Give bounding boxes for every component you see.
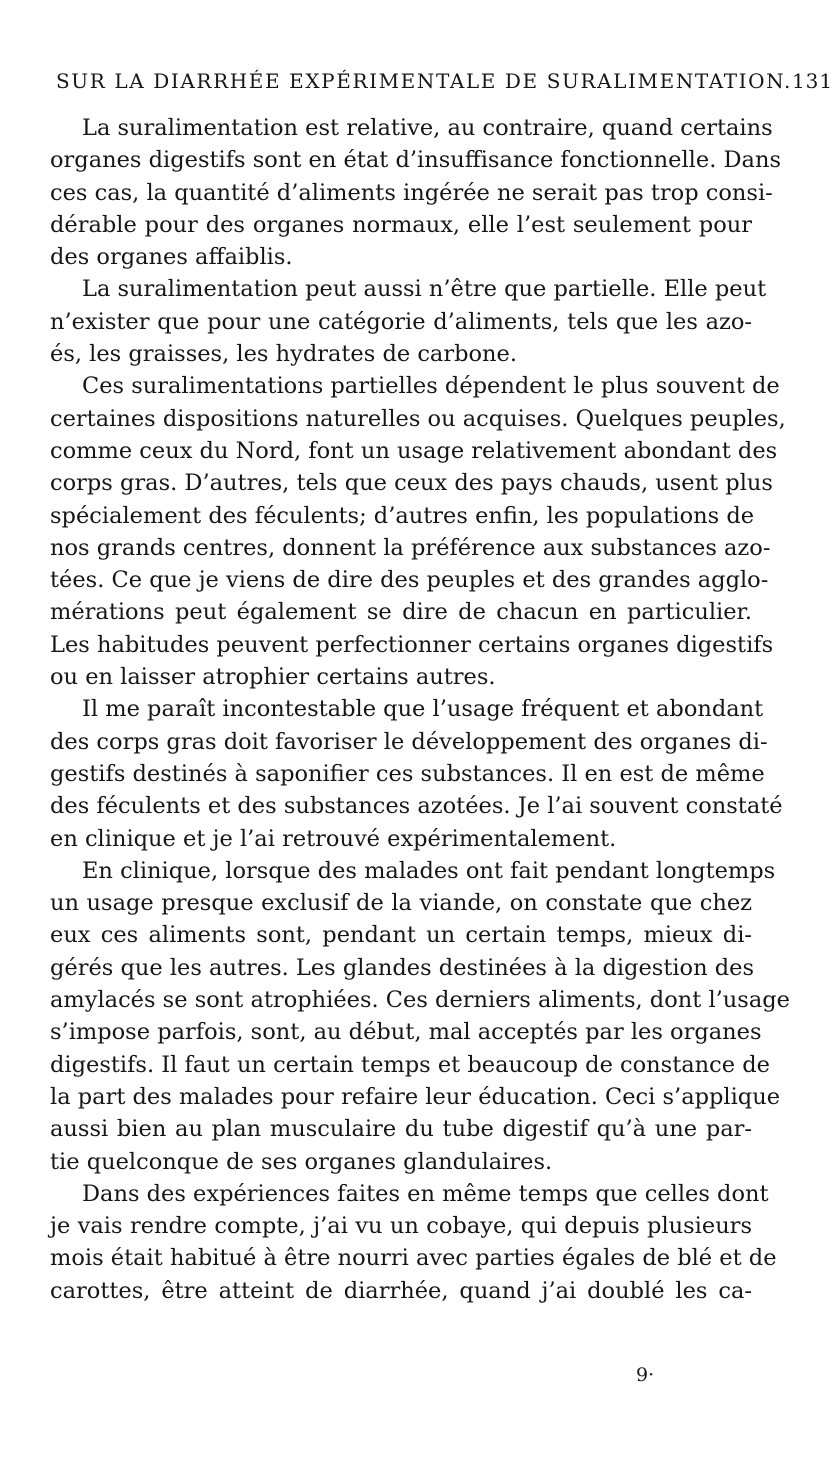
text-line: dérable pour des organes normaux, elle l’est seulement pour [50,211,752,238]
text-line: en clinique et je l’ai retrouvé expérimentalement. [50,825,617,852]
text-line: mois était habitué à être nourri avec parties égales de blé et de [50,1245,777,1272]
text-line: Il me paraît incontestable que l’usage fréquent et abondant [82,696,764,723]
text-line: tées. Ce que je viens de dire des peuples et des grandes agglo- [50,567,769,594]
text-line: comme ceux du Nord, font un usage relativement abondant des [50,437,778,464]
text-line: mérations peut également se dire de chacun en particulier. [50,599,752,626]
text-line: gérés que les autres. Les glandes destinées à la digestion des [50,954,755,981]
text-line: je vais rendre compte, j’ai vu un cobaye, qui depuis plusieurs [50,1213,752,1240]
text-line: corps gras. D’autres, tels que ceux des pays chauds, usent plus [50,470,773,497]
text-line: certaines dispositions naturelles ou acquises. Quelques peuples, [50,405,786,432]
text-line: és, les graisses, les hydrates de carbone. [50,341,517,368]
text-line: amylacés se sont atrophiées. Ces derniers aliments, dont l’usage [50,987,790,1014]
text-line: tie quelconque de ses organes glandulaires. [50,1148,553,1175]
text-line: ces cas, la quantité d’aliments ingérée ne serait pas trop consi- [50,179,773,206]
text-line: des organes affaiblis. [50,244,293,271]
text-line: La suralimentation est relative, au contraire, quand certains [82,115,773,141]
text-line: s’impose parfois, sont, au début, mal acceptés par les organes [50,1019,762,1046]
text-line: En clinique, lorsque des malades ont fait pendant longtemps [82,857,776,884]
text-line: aussi bien au plan musculaire du tube digestif qu’à une par- [50,1116,752,1143]
text-line: des féculents et des substances azotées. Je l’ai souvent constaté [50,793,783,820]
text-line: ou en laisser atrophier certains autres. [50,664,496,691]
text-line: nos grands centres, donnent la préférence aux substances azo- [50,534,771,561]
text-line: carottes, être atteint de diarrhée, quand j’ai doublé les ca- [50,1277,752,1304]
body-text [50,112,790,1307]
page-number: 131 [791,69,833,93]
text-line: des corps gras doit favoriser le développement des organes di- [50,728,768,755]
text-line: La suralimentation peut aussi n’être que partielle. Elle peut [82,276,767,303]
text-line: gestifs destinés à saponifier ces substances. Il en est de même [50,760,765,787]
text-line: Dans des expériences faites en même temps que celles dont [82,1180,769,1207]
text-line: la part des malades pour refaire leur éducation. Ceci s’applique [50,1083,781,1110]
text-line: Les habitudes peuvent perfectionner certains organes digestifs [50,631,774,658]
text-line: eux ces aliments sont, pendant un certain temps, mieux di- [50,922,752,949]
text-line: spécialement des féculents; d’autres enfin, les populations de [50,502,755,529]
running-head [56,66,833,96]
text-line: Ces suralimentations partielles dépendent le plus souvent de [82,373,780,400]
running-title: SUR LA DIARRHÉE EXPÉRIMENTALE DE SURALIMENTATION. [56,69,792,93]
signature-mark: 9· [636,1364,655,1386]
text-line: n’exister que pour une catégorie d’aliments, tels que les azo- [50,308,752,335]
text-line: digestifs. Il faut un certain temps et beaucoup de constance de [50,1051,770,1078]
text-line: un usage presque exclusif de la viande, on constate que chez [50,890,752,917]
text-line: organes digestifs sont en état d’insuffisance fonctionnelle. Dans [50,147,781,174]
